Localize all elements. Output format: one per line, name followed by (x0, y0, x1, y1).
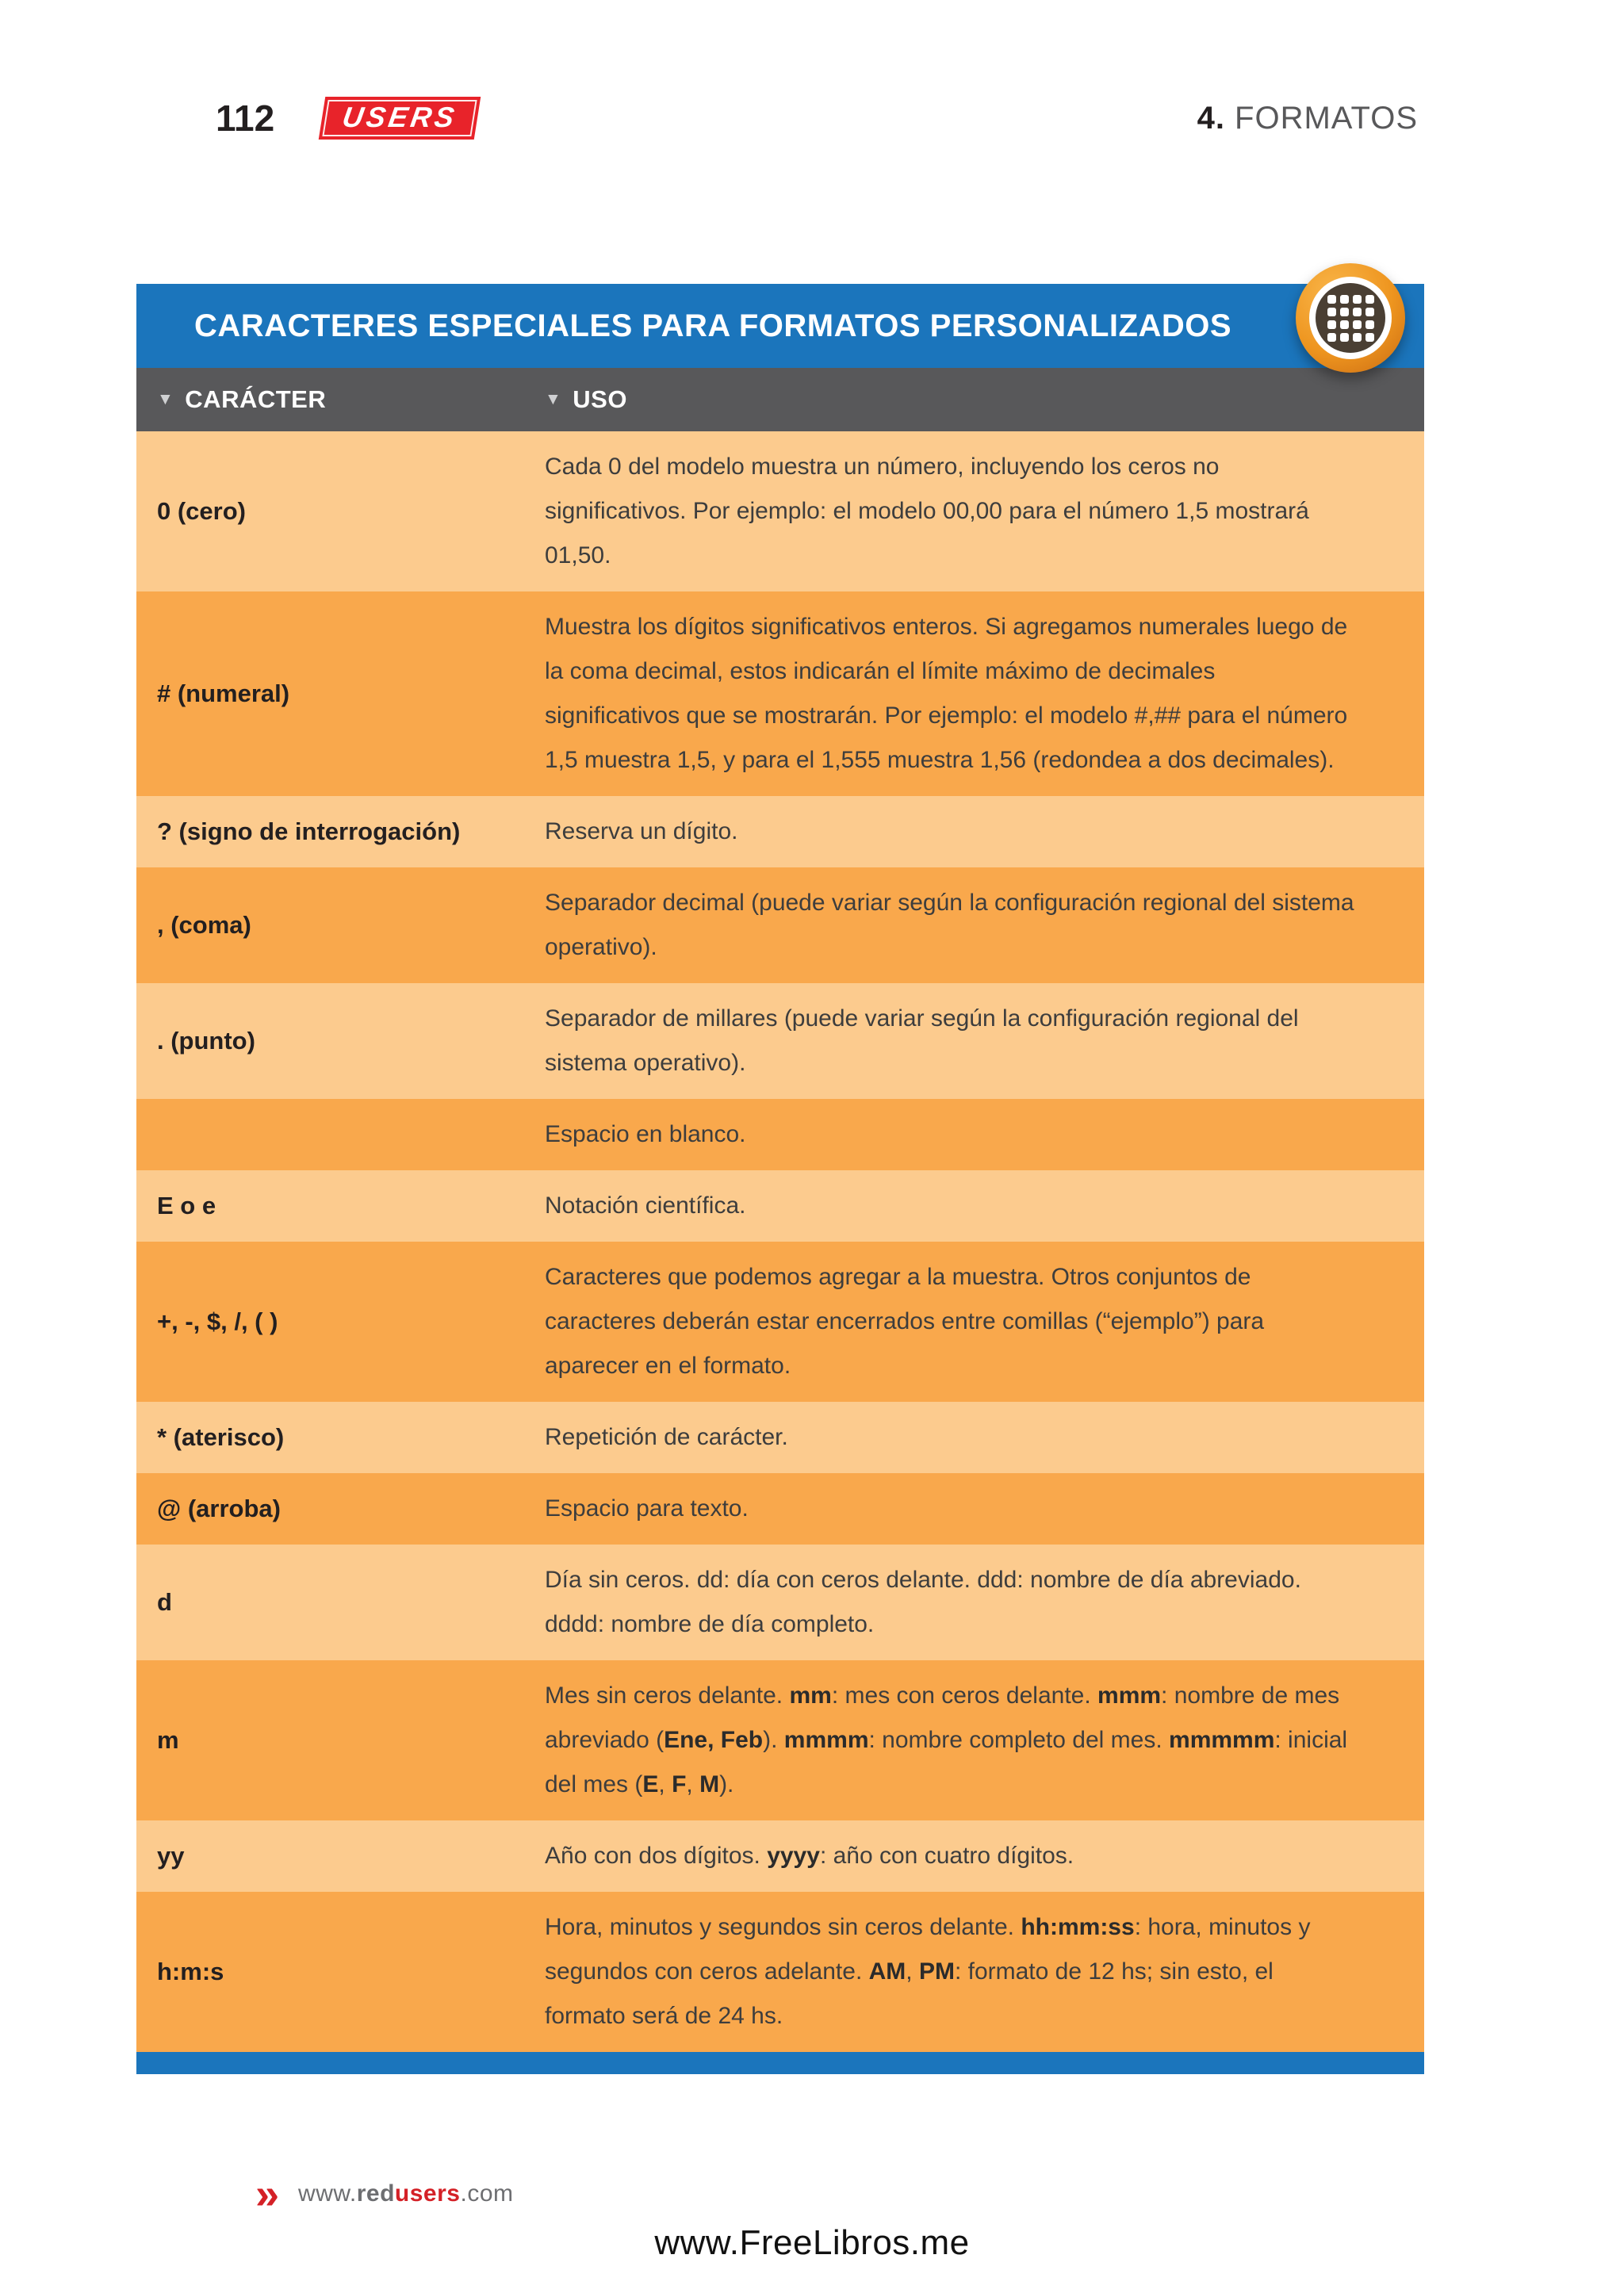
site-url (298, 2180, 513, 2207)
keypad-dot (1340, 308, 1349, 316)
uso-text: Cada 0 del modelo muestra un número, incluyendo los ceros no significativos. Por ejemplo: el modelo 00,00 para el número 1,5 mostrará 01,50. (545, 454, 1309, 568)
uso-text: Espacio para texto. (545, 1495, 749, 1522)
uso-text: Repetición de carácter. (545, 1424, 788, 1450)
uso-cell (545, 881, 1424, 970)
column-label-uso: USO (573, 385, 627, 413)
table-bottom-bar (136, 2052, 1424, 2074)
sort-triangle-icon: ▼ (157, 390, 174, 408)
table-row (136, 1402, 1424, 1473)
keypad-dot (1353, 308, 1362, 316)
column-header-caracter (136, 385, 545, 414)
uso-cell (545, 1487, 1424, 1531)
keypad-grid-icon (1327, 295, 1374, 342)
keypad-dot (1353, 333, 1362, 342)
table-column-header (136, 368, 1424, 431)
keypad-dot (1365, 333, 1374, 342)
table-row (136, 1099, 1424, 1170)
caracter-cell (136, 1112, 545, 1157)
uso-cell (545, 1905, 1424, 2038)
uso-cell (545, 445, 1424, 578)
keypad-dot (1365, 295, 1374, 304)
uso-text: Hora, minutos y segundos sin ceros delante. hh:mm:ss: hora, minutos y segundos con ceros adelante. AM, PM: formato de 12 hs; sin esto, el formato será de 24 hs. (545, 1914, 1311, 2029)
keypad-dot (1353, 320, 1362, 329)
keypad-dot (1327, 320, 1336, 329)
special-characters-table (136, 284, 1424, 2074)
keypad-dot (1327, 295, 1336, 304)
uso-text: Día sin ceros. dd: día con ceros delante. ddd: nombre de día abreviado. dddd: nombre de día completo. (545, 1567, 1301, 1637)
uso-cell (545, 1415, 1424, 1460)
uso-cell (545, 997, 1424, 1085)
table-row (136, 1170, 1424, 1242)
site-url-com: .com (460, 2180, 514, 2207)
table-row (136, 1660, 1424, 1820)
caracter-cell: ? (signo de interrogación) (157, 817, 461, 845)
caracter-cell: , (coma) (157, 911, 251, 939)
caracter-cell: m (157, 1726, 179, 1754)
column-header-uso (545, 385, 1424, 414)
table-row (136, 1820, 1424, 1892)
table-row (136, 983, 1424, 1099)
page-footer (255, 2170, 514, 2218)
uso-text: Muestra los dígitos significativos enteros. Si agregamos numerales luego de la coma decimal, estos indicarán el límite máximo de decimales significativos que se mostrarán. Por ejemplo: el modelo #,## para el número 1,5 muestra 1,5, y para el 1,555 muestra 1,56 (redondea a dos decimales). (545, 614, 1348, 773)
caracter-cell: E o e (157, 1192, 216, 1219)
uso-text: Año con dos dígitos. yyyy: año con cuatro dígitos. (545, 1843, 1074, 1869)
uso-cell (545, 1184, 1424, 1228)
keypad-badge-ring (1309, 277, 1392, 359)
uso-text: Mes sin ceros delante. mm: mes con ceros delante. mmm: nombre de mes abreviado (Ene, Feb). mmmm: nombre completo del mes. mmmmm: inicial del mes (E, F, M). (545, 1682, 1348, 1797)
uso-cell (545, 1674, 1424, 1807)
double-chevron-icon: » (255, 2170, 277, 2218)
caracter-cell: . (punto) (157, 1027, 255, 1055)
users-logo (319, 97, 481, 140)
page-number: 112 (216, 98, 275, 139)
keypad-dot (1340, 333, 1349, 342)
keypad-dot (1365, 320, 1374, 329)
uso-text: Caracteres que podemos agregar a la muestra. Otros conjuntos de caracteres deberán estar encerrados entre comillas (“ejemplo”) para aparecer en el formato. (545, 1264, 1265, 1379)
table-row (136, 431, 1424, 591)
page-header (216, 97, 1418, 140)
keypad-badge-icon (1296, 263, 1405, 373)
uso-text: Separador decimal (puede variar según la configuración regional del sistema operativo). (545, 890, 1354, 960)
column-label-caracter: CARÁCTER (185, 385, 327, 413)
keypad-dot (1340, 295, 1349, 304)
chapter-heading (1197, 101, 1418, 136)
caracter-cell: yy (157, 1842, 185, 1870)
watermark-url: www.FreeLibros.me (654, 2223, 970, 2262)
keypad-dot (1340, 320, 1349, 329)
uso-text: Reserva un dígito. (545, 818, 738, 844)
uso-cell (545, 605, 1424, 783)
table-row (136, 867, 1424, 983)
table-title-bar (136, 284, 1424, 368)
caracter-cell: 0 (cero) (157, 497, 246, 525)
table-row (136, 1473, 1424, 1545)
keypad-dot (1365, 308, 1374, 316)
keypad-dot (1327, 333, 1336, 342)
chapter-title: FORMATOS (1235, 100, 1418, 136)
caracter-cell: h:m:s (157, 1958, 224, 1985)
keypad-badge-core (1316, 283, 1385, 353)
caracter-cell: * (aterisco) (157, 1423, 285, 1451)
users-logo-text: USERS (340, 101, 460, 133)
table-row (136, 1892, 1424, 2052)
uso-text: Separador de millares (puede variar según la configuración regional del sistema operativo). (545, 1005, 1299, 1076)
site-url-users: users (394, 2180, 461, 2207)
caracter-cell: # (numeral) (157, 679, 290, 707)
table-row (136, 796, 1424, 867)
uso-cell (545, 1112, 1424, 1157)
table-row (136, 1242, 1424, 1402)
caracter-cell: @ (arroba) (157, 1495, 281, 1522)
caracter-cell: +, -, $, /, ( ) (157, 1307, 278, 1335)
uso-text: Notación científica. (545, 1192, 746, 1219)
chapter-number: 4. (1197, 100, 1226, 136)
uso-text: Espacio en blanco. (545, 1121, 746, 1147)
uso-cell (545, 1558, 1424, 1647)
site-url-www: www. (298, 2180, 357, 2207)
table-title: CARACTERES ESPECIALES PARA FORMATOS PERSONALIZADOS (193, 308, 1232, 343)
uso-cell (545, 1255, 1424, 1388)
caracter-cell: d (157, 1588, 172, 1616)
table-row (136, 1545, 1424, 1660)
uso-cell (545, 1834, 1424, 1878)
table-row (136, 591, 1424, 796)
uso-cell (545, 810, 1424, 854)
site-url-red: red (356, 2180, 395, 2207)
sort-triangle-icon: ▼ (545, 390, 562, 408)
table-body (136, 431, 1424, 2052)
keypad-dot (1353, 295, 1362, 304)
keypad-dot (1327, 308, 1336, 316)
